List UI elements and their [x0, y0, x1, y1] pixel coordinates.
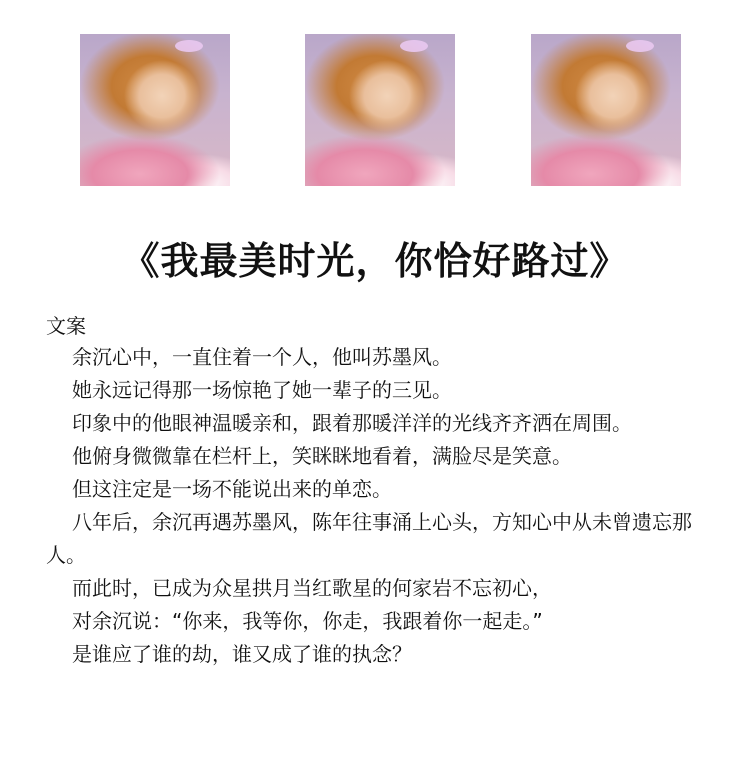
hair-bow-decoration [175, 40, 203, 52]
book-title: 《我最美时光，你恰好路过》 [121, 239, 629, 283]
portrait-image-2 [305, 34, 455, 186]
synopsis-paragraph: 她永远记得那一场惊艳了她一辈子的三见。 [72, 378, 452, 402]
synopsis-body [46, 341, 710, 671]
synopsis-paragraph: 印象中的他眼神温暖亲和，跟着那暖洋洋的光线齐齐洒在周围。 [72, 411, 632, 435]
synopsis-paragraph: 是谁应了谁的劫，谁又成了谁的执念？ [72, 642, 412, 666]
hair-bow-decoration [626, 40, 654, 52]
synopsis-paragraph: 他俯身微微靠在栏杆上，笑眯眯地看着，满脸尽是笑意。 [72, 444, 572, 468]
synopsis-paragraph: 八年后，余沉再遇苏墨风，陈年往事涌上心头，方知心中从未曾遗忘那人。 [46, 510, 692, 567]
portrait-image-3 [531, 34, 681, 186]
synopsis-paragraph: 对余沉说：“你来，我等你，你走，我跟着你一起走。” [72, 609, 543, 633]
section-label: 文案 [46, 314, 86, 338]
synopsis-paragraph: 但这注定是一场不能说出来的单恋。 [72, 477, 392, 501]
portrait-image-1 [80, 34, 230, 186]
synopsis-paragraph: 余沉心中，一直住着一个人，他叫苏墨风。 [72, 345, 452, 369]
hair-bow-decoration [400, 40, 428, 52]
synopsis-paragraph: 而此时，已成为众星拱月当红歌星的何家岩不忘初心， [72, 576, 552, 600]
